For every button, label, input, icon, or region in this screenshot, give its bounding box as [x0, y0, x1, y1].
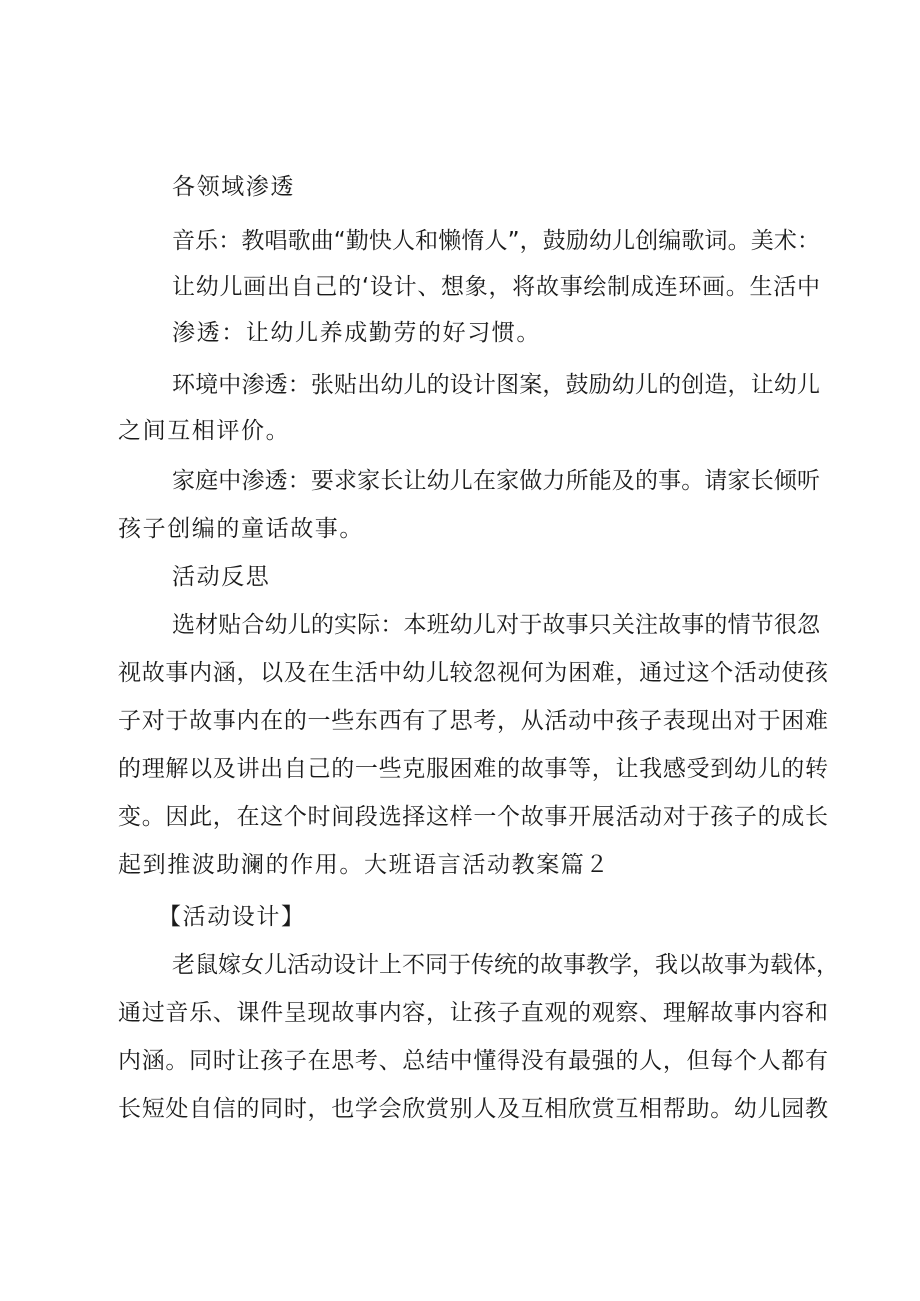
paragraph-reflection-line-4: 的理解以及讲出自己的一些克服困难的故事等，让我感受到幼儿的转 — [118, 756, 828, 782]
heading-domain-integration: 各领域渗透 — [172, 174, 295, 200]
paragraph-design-line-4: 长短处自信的同时，也学会欣赏别人及互相欣赏互相帮助。幼儿园教 — [118, 1096, 828, 1122]
paragraph-music-line-2: 让幼儿画出自己的‘设计、想象，将故事绘制成连环画。生活中 — [172, 274, 820, 300]
paragraph-environment-line-1: 环境中渗透：张贴出幼儿的设计图案，鼓励幼儿的创造，让幼儿 — [172, 372, 820, 398]
paragraph-reflection-line-6: 起到推波助澜的作用。大班语言活动教案篇２ — [118, 852, 610, 878]
paragraph-environment-line-2: 之间互相评价。 — [118, 418, 291, 444]
paragraph-design-line-3: 内涵。同时让孩子在思考、总结中懂得没有最强的人，但每个人都有 — [118, 1048, 828, 1074]
paragraph-music-line-3: 渗透：让幼儿养成勤劳的好习惯。 — [172, 320, 541, 346]
paragraph-design-line-2: 通过音乐、课件呈现故事内容，让孩子直观的观察、理解故事内容和 — [118, 1000, 828, 1026]
paragraph-family-line-1: 家庭中渗透：要求家长让幼儿在家做力所能及的事。请家长倾听 — [172, 468, 820, 494]
heading-activity-design: 【活动设计】 — [158, 904, 306, 930]
paragraph-design-line-1: 老鼠嫁女儿活动设计上不同于传统的故事教学，我以故事为载体， — [172, 952, 839, 978]
paragraph-reflection-line-2: 视故事内涵，以及在生活中幼儿较忽视何为困难，通过这个活动使孩 — [118, 660, 828, 686]
paragraph-reflection-line-5: 变。因此，在这个时间段选择这样一个故事开展活动对于孩子的成长 — [118, 804, 828, 830]
heading-activity-reflection: 活动反思 — [172, 564, 271, 590]
paragraph-reflection-line-1: 选材贴合幼儿的实际：本班幼儿对于故事只关注故事的情节很忽 — [172, 612, 820, 638]
paragraph-reflection-line-3: 子对于故事内在的一些东西有了思考，从活动中孩子表现出对于困难 — [118, 708, 828, 734]
paragraph-family-line-2: 孩子创编的童话故事。 — [118, 516, 364, 542]
paragraph-music-line-1: 音乐：教唱歌曲“勤快人和懒惰人”，鼓励幼儿创编歌词。美术： — [172, 228, 820, 254]
